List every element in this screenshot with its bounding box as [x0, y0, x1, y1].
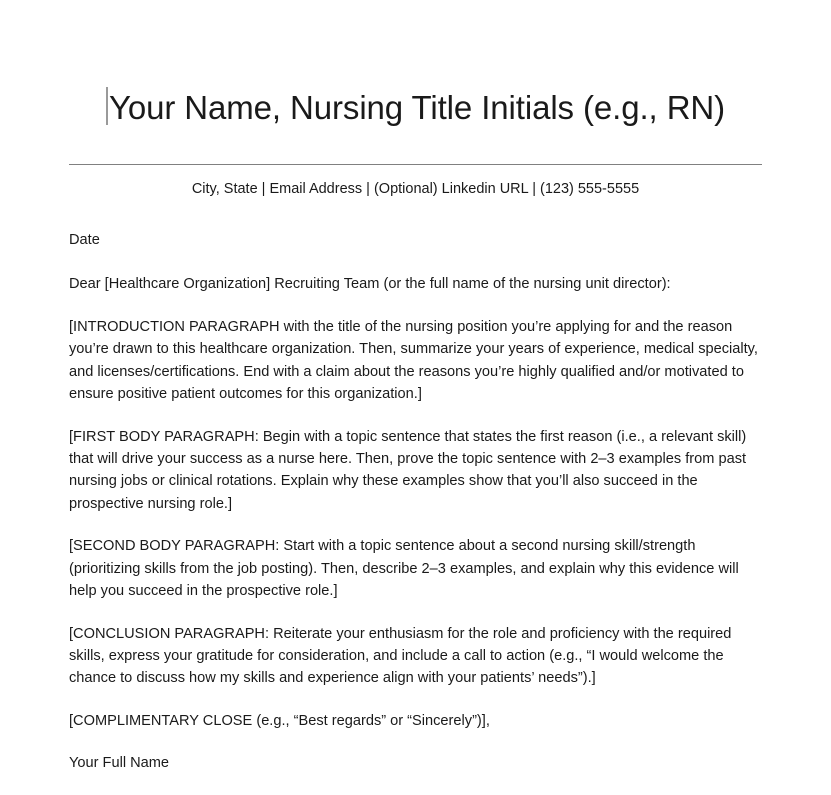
- letter-body: [0, 229, 831, 774]
- salutation-line[interactable]: Dear [Healthcare Organization] Recruiting Team (or the full name of the nursing unit director):: [69, 275, 671, 292]
- title-row: [0, 66, 831, 150]
- text-cursor-caret: [106, 87, 108, 125]
- paragraph-second-body[interactable]: [SECOND BODY PARAGRAPH: Start with a topic sentence about a second nursing skill/strength (prioritizing skills from the job posting). Then, describe 2–3 examples, and explain why this evidence will help you succeed in the prospective role.]: [69, 538, 739, 600]
- paragraph-conclusion[interactable]: [CONCLUSION PARAGRAPH: Reiterate your enthusiasm for the role and proficiency with the required skills, express your gratitude for consideration, and include a call to action (e.g., “I would welcome the chance to discuss how my skills and experience align with your patients’ needs”).]: [69, 625, 732, 687]
- contact-info-line[interactable]: City, State | Email Address | (Optional) Linkedin URL | (123) 555-5555: [191, 181, 640, 198]
- complimentary-close-line[interactable]: [COMPLIMENTARY CLOSE (e.g., “Best regards” or “Sincerely”)],: [69, 712, 490, 729]
- paragraph-first-body[interactable]: [FIRST BODY PARAGRAPH: Begin with a topic sentence that states the first reason (i.e., a relevant skill) that will drive your success as a nurse here. Then, prove the topic sentence with 2–3 examples from past nursing jobs or clinical rotations. Explain why these examples show that you’ll also succeed in the prospective nursing role.]: [69, 428, 747, 512]
- header-divider: [69, 164, 762, 165]
- date-line[interactable]: Date: [69, 232, 100, 249]
- page-title[interactable]: Your Name, Nursing Title Initials (e.g., RN): [108, 89, 726, 127]
- signature-name-line[interactable]: Your Full Name: [69, 755, 170, 772]
- paragraph-introduction[interactable]: [INTRODUCTION PARAGRAPH with the title of the nursing position you’re applying for and the reason you’re drawn to this healthcare organization. Then, summarize your years of experience, medical specialty, and licenses/certifications. End with a claim about the reasons you’re highly qualified and/or motivated to ensure positive patient outcomes for this organization.]: [69, 319, 758, 403]
- letterhead: [0, 0, 831, 199]
